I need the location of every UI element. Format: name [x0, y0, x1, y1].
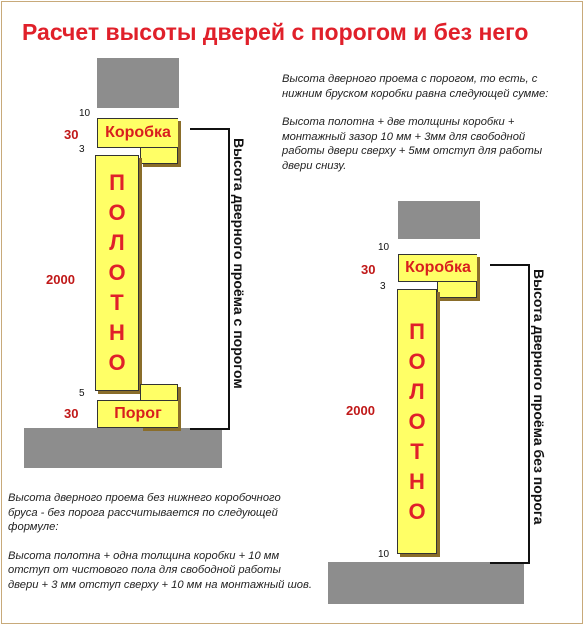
- left-panel-letter: О: [108, 350, 126, 375]
- right-panel-letter: О: [408, 408, 426, 434]
- left-gap-3-value: 3: [79, 144, 85, 155]
- right-box-thickness-value: 30: [361, 262, 376, 277]
- right-floor: [328, 562, 524, 604]
- left-frame-head-label: Коробка: [105, 124, 171, 141]
- left-sill-label: Порог: [114, 405, 162, 422]
- right-panel-letter: П: [409, 318, 425, 344]
- left-height-label: Высота дверного проёма с порогом: [231, 134, 247, 393]
- left-panel-height-value: 2000: [46, 272, 75, 287]
- note-without-sill: [8, 491, 313, 593]
- left-panel-letter: Л: [109, 230, 125, 255]
- left-height-bracket: [190, 128, 230, 430]
- left-panel-letter: О: [108, 260, 126, 285]
- left-panel-letter: О: [108, 200, 126, 225]
- left-sill-thickness-value: 30: [64, 406, 79, 421]
- note-without-sill-formula: Высота полотна + одна толщина коробки + 10 мм отступ от чистового пола для свободной работы двери + 3 мм отступ сверху + 10 мм на монтажный шов.: [8, 549, 312, 591]
- right-wall-top: [398, 201, 480, 239]
- right-gap-bottom-value: 10: [378, 549, 390, 560]
- right-panel-height-value: 2000: [346, 403, 375, 418]
- right-panel-letter: О: [408, 348, 426, 374]
- right-frame-head: [398, 254, 477, 282]
- left-floor: [24, 428, 222, 468]
- note-without-sill-intro: Высота дверного проема без нижнего коробочного бруса - без порога рассчитывается по следующей формуле:: [8, 492, 281, 534]
- right-height-bracket: [490, 264, 530, 564]
- right-height-label: Высота дверного проёма без порога: [531, 265, 547, 529]
- right-panel-letter: Л: [409, 378, 425, 404]
- right-panel-letter: О: [408, 498, 426, 524]
- left-panel-letter: Н: [109, 320, 125, 345]
- left-box-thickness-value: 30: [64, 127, 79, 142]
- right-door-panel: [397, 289, 437, 554]
- right-panel-letter: Т: [410, 438, 424, 464]
- right-gap-top-value: 10: [378, 242, 390, 253]
- right-gap-3-value: 3: [380, 281, 386, 292]
- page-title: Расчет высоты дверей с порогом и без него: [22, 19, 529, 45]
- left-gap-top-value: 10: [79, 108, 91, 119]
- left-door-panel: [95, 155, 139, 391]
- note-with-sill: [282, 72, 570, 174]
- left-wall-top: [97, 58, 179, 108]
- left-sill: [97, 400, 178, 428]
- right-frame-head-label: Коробка: [405, 259, 471, 276]
- note-with-sill-formula: Высота полотна + две толщины коробки + монтажный зазор 10 мм + 3мм для свободной работы двери сверху + 5мм отступ для работы двери снизу.: [282, 116, 543, 172]
- left-panel-letter: П: [109, 170, 125, 195]
- right-panel-letter: Н: [409, 468, 425, 494]
- left-gap-5-value: 5: [79, 388, 85, 399]
- left-frame-head: [97, 118, 178, 148]
- note-with-sill-intro: Высота дверного проема с порогом, то есть, с нижним бруском коробки равна следующей сумме:: [282, 73, 549, 100]
- left-panel-letter: Т: [110, 290, 124, 315]
